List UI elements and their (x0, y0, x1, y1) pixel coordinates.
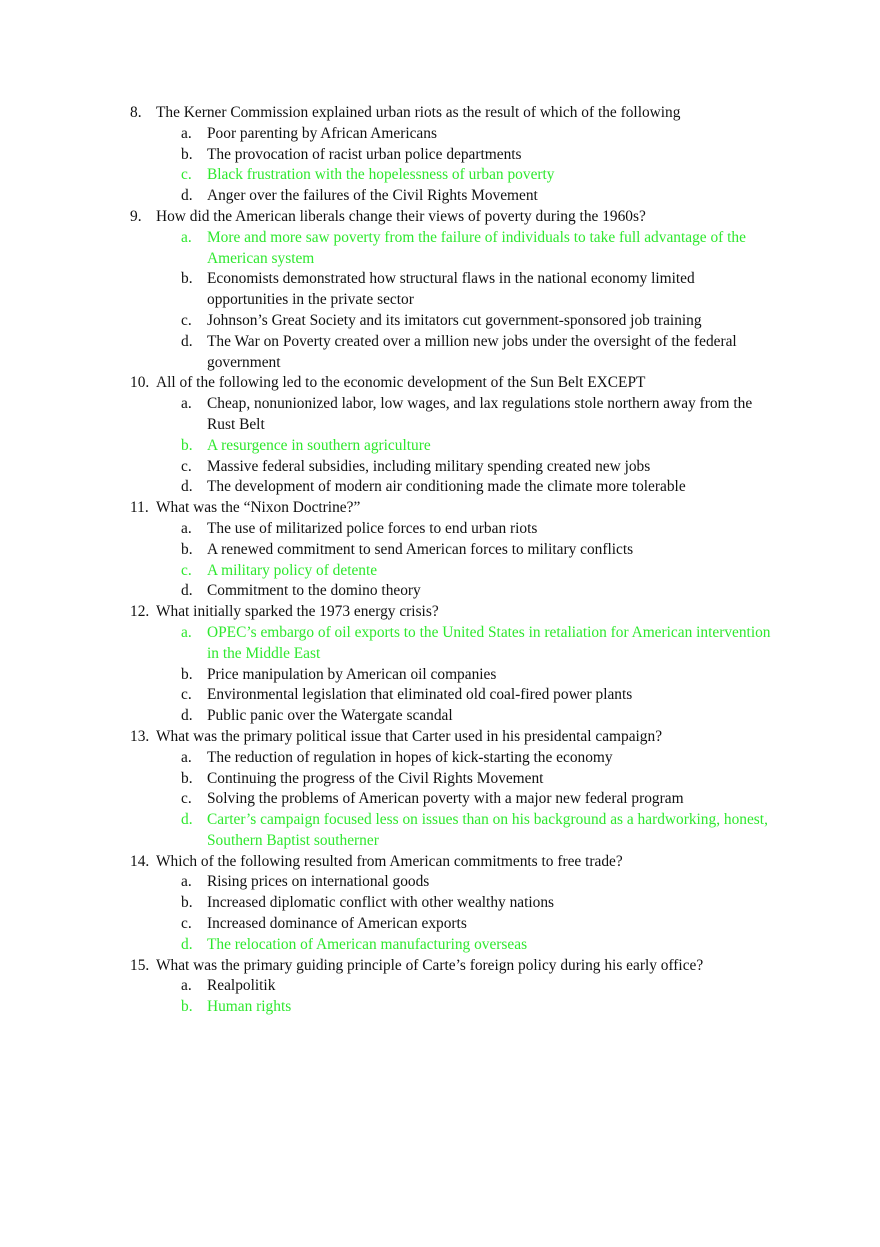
question-item (0, 727, 880, 852)
option-letter: a. (181, 623, 192, 641)
answer-option (0, 976, 880, 997)
question-text: The Kerner Commission explained urban riots as the result of which of the following (156, 104, 681, 121)
question-number: 13. (130, 727, 150, 745)
option-letter: a. (181, 873, 192, 891)
question-number: 8. (130, 104, 142, 121)
question-item (0, 602, 880, 727)
question-text: Which of the following resulted from American commitments to free trade? (156, 852, 623, 870)
question-row (0, 956, 880, 977)
option-letter: a. (181, 124, 192, 142)
option-text: The provocation of racist urban police departments (207, 145, 522, 163)
option-text: Public panic over the Watergate scandal (207, 707, 453, 725)
option-text: Environmental legislation that eliminated old coal-fired power plants (207, 686, 633, 704)
answer-option-correct (0, 165, 880, 186)
answer-option (0, 394, 880, 436)
answer-option (0, 893, 880, 914)
answer-option-correct (0, 810, 880, 852)
option-letter: d. (181, 332, 193, 350)
option-letter: c. (181, 915, 192, 933)
question-row (0, 207, 880, 228)
option-text: Economists demonstrated how structural flaws in the national economy limited opportunities in the private sector (207, 270, 695, 309)
answer-option (0, 914, 880, 935)
answer-option-correct (0, 436, 880, 457)
option-letter: a. (181, 228, 192, 246)
option-text: The relocation of American manufacturing overseas (207, 935, 528, 953)
option-letter: c. (181, 686, 192, 704)
option-letter: b. (181, 270, 193, 288)
answer-option (0, 872, 880, 893)
answer-option-correct (0, 561, 880, 582)
option-letter: b. (181, 998, 193, 1016)
question-text: How did the American liberals change their views of poverty during the 1960s? (156, 207, 646, 225)
question-number: 12. (130, 603, 150, 621)
option-text: Human rights (207, 998, 292, 1016)
option-letter: b. (181, 894, 193, 912)
option-text: Anger over the failures of the Civil Rights Movement (207, 187, 538, 205)
question-number: 10. (130, 374, 150, 392)
quiz-document (0, 103, 880, 1018)
question-text: What was the “Nixon Doctrine?” (156, 499, 361, 517)
option-letter: d. (181, 935, 193, 953)
option-text: Increased diplomatic conflict with other wealthy nations (207, 894, 555, 912)
option-text: The use of militarized police forces to end urban riots (207, 519, 538, 537)
answer-option (0, 457, 880, 478)
option-text: More and more saw poverty from the failure of individuals to take full advantage of the American system (207, 228, 746, 267)
answer-option (0, 706, 880, 727)
answer-option (0, 145, 880, 166)
option-text: The War on Poverty created over a million new jobs under the oversight of the federal government (207, 332, 737, 371)
question-number: 14. (130, 852, 150, 870)
option-letter: b. (181, 436, 193, 454)
option-letter: a. (181, 748, 192, 766)
option-letter: d. (181, 811, 193, 829)
question-row (0, 727, 880, 748)
question-item (0, 373, 880, 498)
option-letter: a. (181, 977, 192, 995)
answer-option (0, 748, 880, 769)
question-number: 15. (130, 956, 150, 974)
option-letter: d. (181, 187, 193, 205)
question-text: What was the primary guiding principle of Carte’s foreign policy during his early office? (156, 956, 704, 974)
answer-option (0, 685, 880, 706)
option-text: The reduction of regulation in hopes of kick-starting the economy (207, 748, 613, 766)
option-text: Price manipulation by American oil companies (207, 665, 497, 683)
option-letter: b. (181, 665, 193, 683)
question-item (0, 956, 880, 1018)
question-row (0, 103, 880, 124)
option-letter: c. (181, 457, 192, 475)
option-letter: c. (181, 311, 192, 329)
option-text: Continuing the progress of the Civil Rights Movement (207, 769, 544, 787)
answer-option (0, 477, 880, 498)
option-letter: c. (181, 561, 192, 579)
answer-option (0, 186, 880, 207)
option-letter: a. (181, 395, 192, 413)
question-row (0, 602, 880, 623)
option-letter: d. (181, 478, 193, 496)
option-letter: d. (181, 707, 193, 725)
option-text: Rising prices on international goods (207, 873, 430, 891)
option-text: A resurgence in southern agriculture (207, 436, 431, 454)
option-text: A renewed commitment to send American forces to military conflicts (207, 540, 634, 558)
question-text: What initially sparked the 1973 energy crisis? (156, 603, 439, 621)
option-text: Johnson’s Great Society and its imitators cut government-sponsored job training (207, 311, 702, 329)
answer-option (0, 665, 880, 686)
question-item (0, 103, 880, 207)
option-text: Poor parenting by African Americans (207, 124, 437, 142)
answer-option (0, 581, 880, 602)
question-text: What was the primary political issue that Carter used in his presidental campaign? (156, 727, 663, 745)
option-letter: d. (181, 582, 193, 600)
option-letter: a. (181, 519, 192, 537)
question-number: 11. (130, 499, 149, 517)
option-text: A military policy of detente (207, 561, 378, 579)
answer-option-correct (0, 623, 880, 665)
answer-option (0, 311, 880, 332)
question-row (0, 852, 880, 873)
option-letter: b. (181, 145, 193, 163)
answer-option (0, 519, 880, 540)
option-text: Cheap, nonunionized labor, low wages, and lax regulations stole northern away from the Rust Belt (207, 395, 753, 433)
option-text: Carter’s campaign focused less on issues than on his background as a hardworking, honest, Southern Baptist southerner (207, 811, 768, 849)
answer-option (0, 769, 880, 790)
option-text: Increased dominance of American exports (207, 915, 467, 933)
question-row (0, 373, 880, 394)
option-text: Commitment to the domino theory (207, 582, 421, 600)
answer-option-correct (0, 997, 880, 1018)
option-text: The development of modern air conditioning made the climate more tolerable (207, 478, 686, 496)
option-letter: c. (181, 166, 192, 184)
answer-option (0, 332, 880, 374)
option-text: Black frustration with the hopelessness of urban poverty (207, 166, 555, 184)
answer-option-correct (0, 935, 880, 956)
option-text: Realpolitik (207, 977, 276, 995)
answer-option (0, 124, 880, 145)
option-letter: b. (181, 769, 193, 787)
answer-option-correct (0, 228, 880, 270)
question-item (0, 207, 880, 373)
option-letter: b. (181, 540, 193, 558)
option-text: Massive federal subsidies, including military spending created new jobs (207, 457, 651, 475)
answer-option (0, 540, 880, 561)
question-row (0, 498, 880, 519)
question-item (0, 498, 880, 602)
option-text: OPEC’s embargo of oil exports to the United States in retaliation for American intervention in the Middle East (207, 623, 771, 662)
option-text: Solving the problems of American poverty with a major new federal program (207, 790, 684, 808)
question-number: 9. (130, 207, 142, 225)
question-text: All of the following led to the economic development of the Sun Belt EXCEPT (156, 374, 646, 392)
option-letter: c. (181, 790, 192, 808)
answer-option (0, 269, 880, 311)
answer-option (0, 789, 880, 810)
question-item (0, 852, 880, 956)
